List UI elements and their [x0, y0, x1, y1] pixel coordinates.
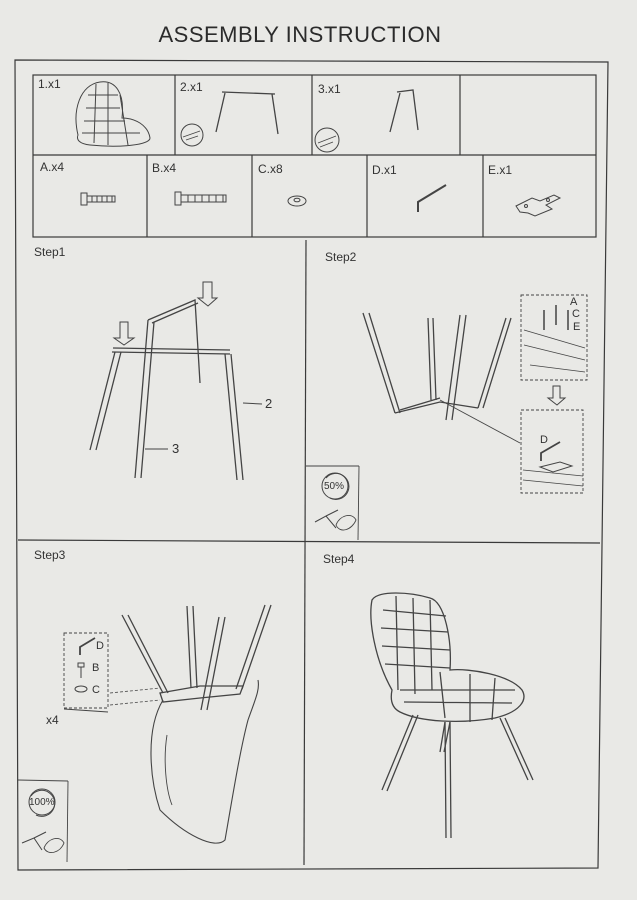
part-hex-key-icon [418, 185, 446, 212]
step2-title: Step2 [325, 250, 357, 264]
part-front-legs-icon [181, 92, 278, 146]
page-title: ASSEMBLY INSTRUCTION [158, 22, 442, 47]
part-long-bolt-icon [175, 192, 226, 205]
parts-table [33, 75, 596, 237]
part-bracket-icon [516, 195, 560, 216]
step2-detail-c: C [572, 308, 580, 320]
part-label-front-legs: 2.x1 [180, 80, 203, 94]
step3-tighten-percent: 100% [29, 797, 55, 808]
part-label-e: E.x1 [488, 163, 513, 177]
step1-title: Step1 [34, 245, 66, 259]
callout-part-3: 3 [172, 441, 180, 456]
callout-part-2: 2 [265, 396, 273, 411]
step3-title: Step3 [34, 548, 66, 562]
part-label-a: A.x4 [40, 160, 65, 174]
step3-drawing [18, 605, 271, 862]
step4-title: Step4 [323, 552, 355, 566]
step4-drawing [371, 593, 533, 838]
step3-count: x4 [46, 713, 59, 727]
step2-detail-a: A [570, 296, 578, 308]
part-short-bolt-icon [81, 193, 115, 205]
part-label-back-legs: 3.x1 [318, 82, 341, 96]
part-label-b: B.x4 [152, 161, 177, 175]
step3-detail-c: C [92, 684, 100, 696]
part-back-legs-icon [315, 90, 418, 152]
part-label-seat: 1.x1 [38, 77, 61, 91]
step3-detail-d: D [96, 640, 104, 652]
part-seat-icon [76, 82, 150, 146]
step2-tighten-percent: 50% [324, 481, 345, 492]
part-label-d: D.x1 [372, 163, 397, 177]
step2-detail-e: E [573, 321, 581, 333]
step2-drawing [306, 295, 587, 540]
step3-detail-b: B [92, 662, 100, 674]
part-washer-icon [288, 196, 306, 206]
step2-detail-d: D [540, 434, 548, 446]
part-label-c: C.x8 [258, 162, 283, 176]
